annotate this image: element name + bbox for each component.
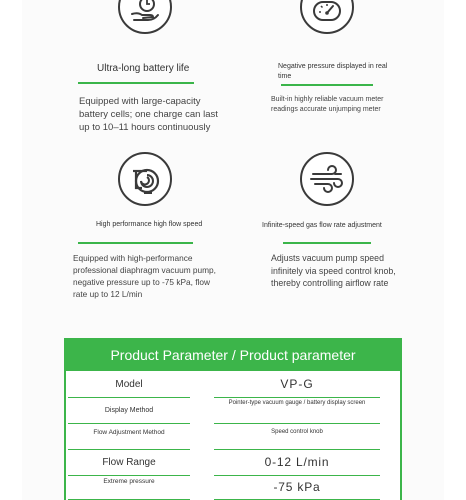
feature-underline xyxy=(78,82,194,84)
feature-title-gauge: Negative pressure displayed in real time xyxy=(278,63,388,80)
table-title: Product Parameter / Product parameter xyxy=(110,346,356,363)
param-label: Extreme pressure xyxy=(103,478,155,485)
hand-clock-icon xyxy=(118,0,172,34)
param-value: Speed control knob xyxy=(271,429,323,435)
product-parameter-table xyxy=(64,338,402,500)
table-row xyxy=(66,397,400,423)
param-label: Flow Adjustment Method xyxy=(93,429,165,436)
param-value: -75 kPa xyxy=(273,480,321,494)
table-body xyxy=(66,371,400,500)
feature-title-battery: Ultra-long battery life xyxy=(97,63,190,74)
param-label: Flow Range xyxy=(102,456,156,468)
feature-underline xyxy=(281,84,373,86)
pump-icon xyxy=(118,152,172,206)
feature-underline xyxy=(283,242,371,244)
wind-icon xyxy=(300,152,354,206)
param-label: Model xyxy=(115,378,143,390)
table-row xyxy=(66,449,400,475)
feature-description-gauge: Built-in highly reliable vacuum meter readings accurate unjumping meter xyxy=(271,96,384,113)
feature-description-pump: Equipped with high-performance professional diaphragm vacuum pump, negative pressure up to -75 kPa, flow rate up to 12 L/min xyxy=(73,253,216,299)
feature-description-wind: Adjusts vacuum pump speed infinitely via speed control knob, thereby controlling airflow rate xyxy=(271,253,396,288)
feature-title-wind: Infinite-speed gas flow rate adjustment xyxy=(262,222,382,229)
param-label: Display Method xyxy=(104,406,154,414)
param-value: VP-G xyxy=(280,377,314,391)
param-value: Pointer-type vacuum gauge / battery display screen xyxy=(228,400,366,406)
gauge-icon xyxy=(300,0,354,34)
table-row xyxy=(66,423,400,449)
table-row xyxy=(66,371,400,397)
feature-underline xyxy=(78,242,193,244)
feature-title-pump: High performance high flow speed xyxy=(96,221,203,228)
table-row xyxy=(66,475,400,499)
param-value: 0-12 L/min xyxy=(264,455,330,469)
feature-description-battery: Equipped with large-capacity battery cells; one charge can last up to 10–11 hours continuously xyxy=(79,96,218,133)
